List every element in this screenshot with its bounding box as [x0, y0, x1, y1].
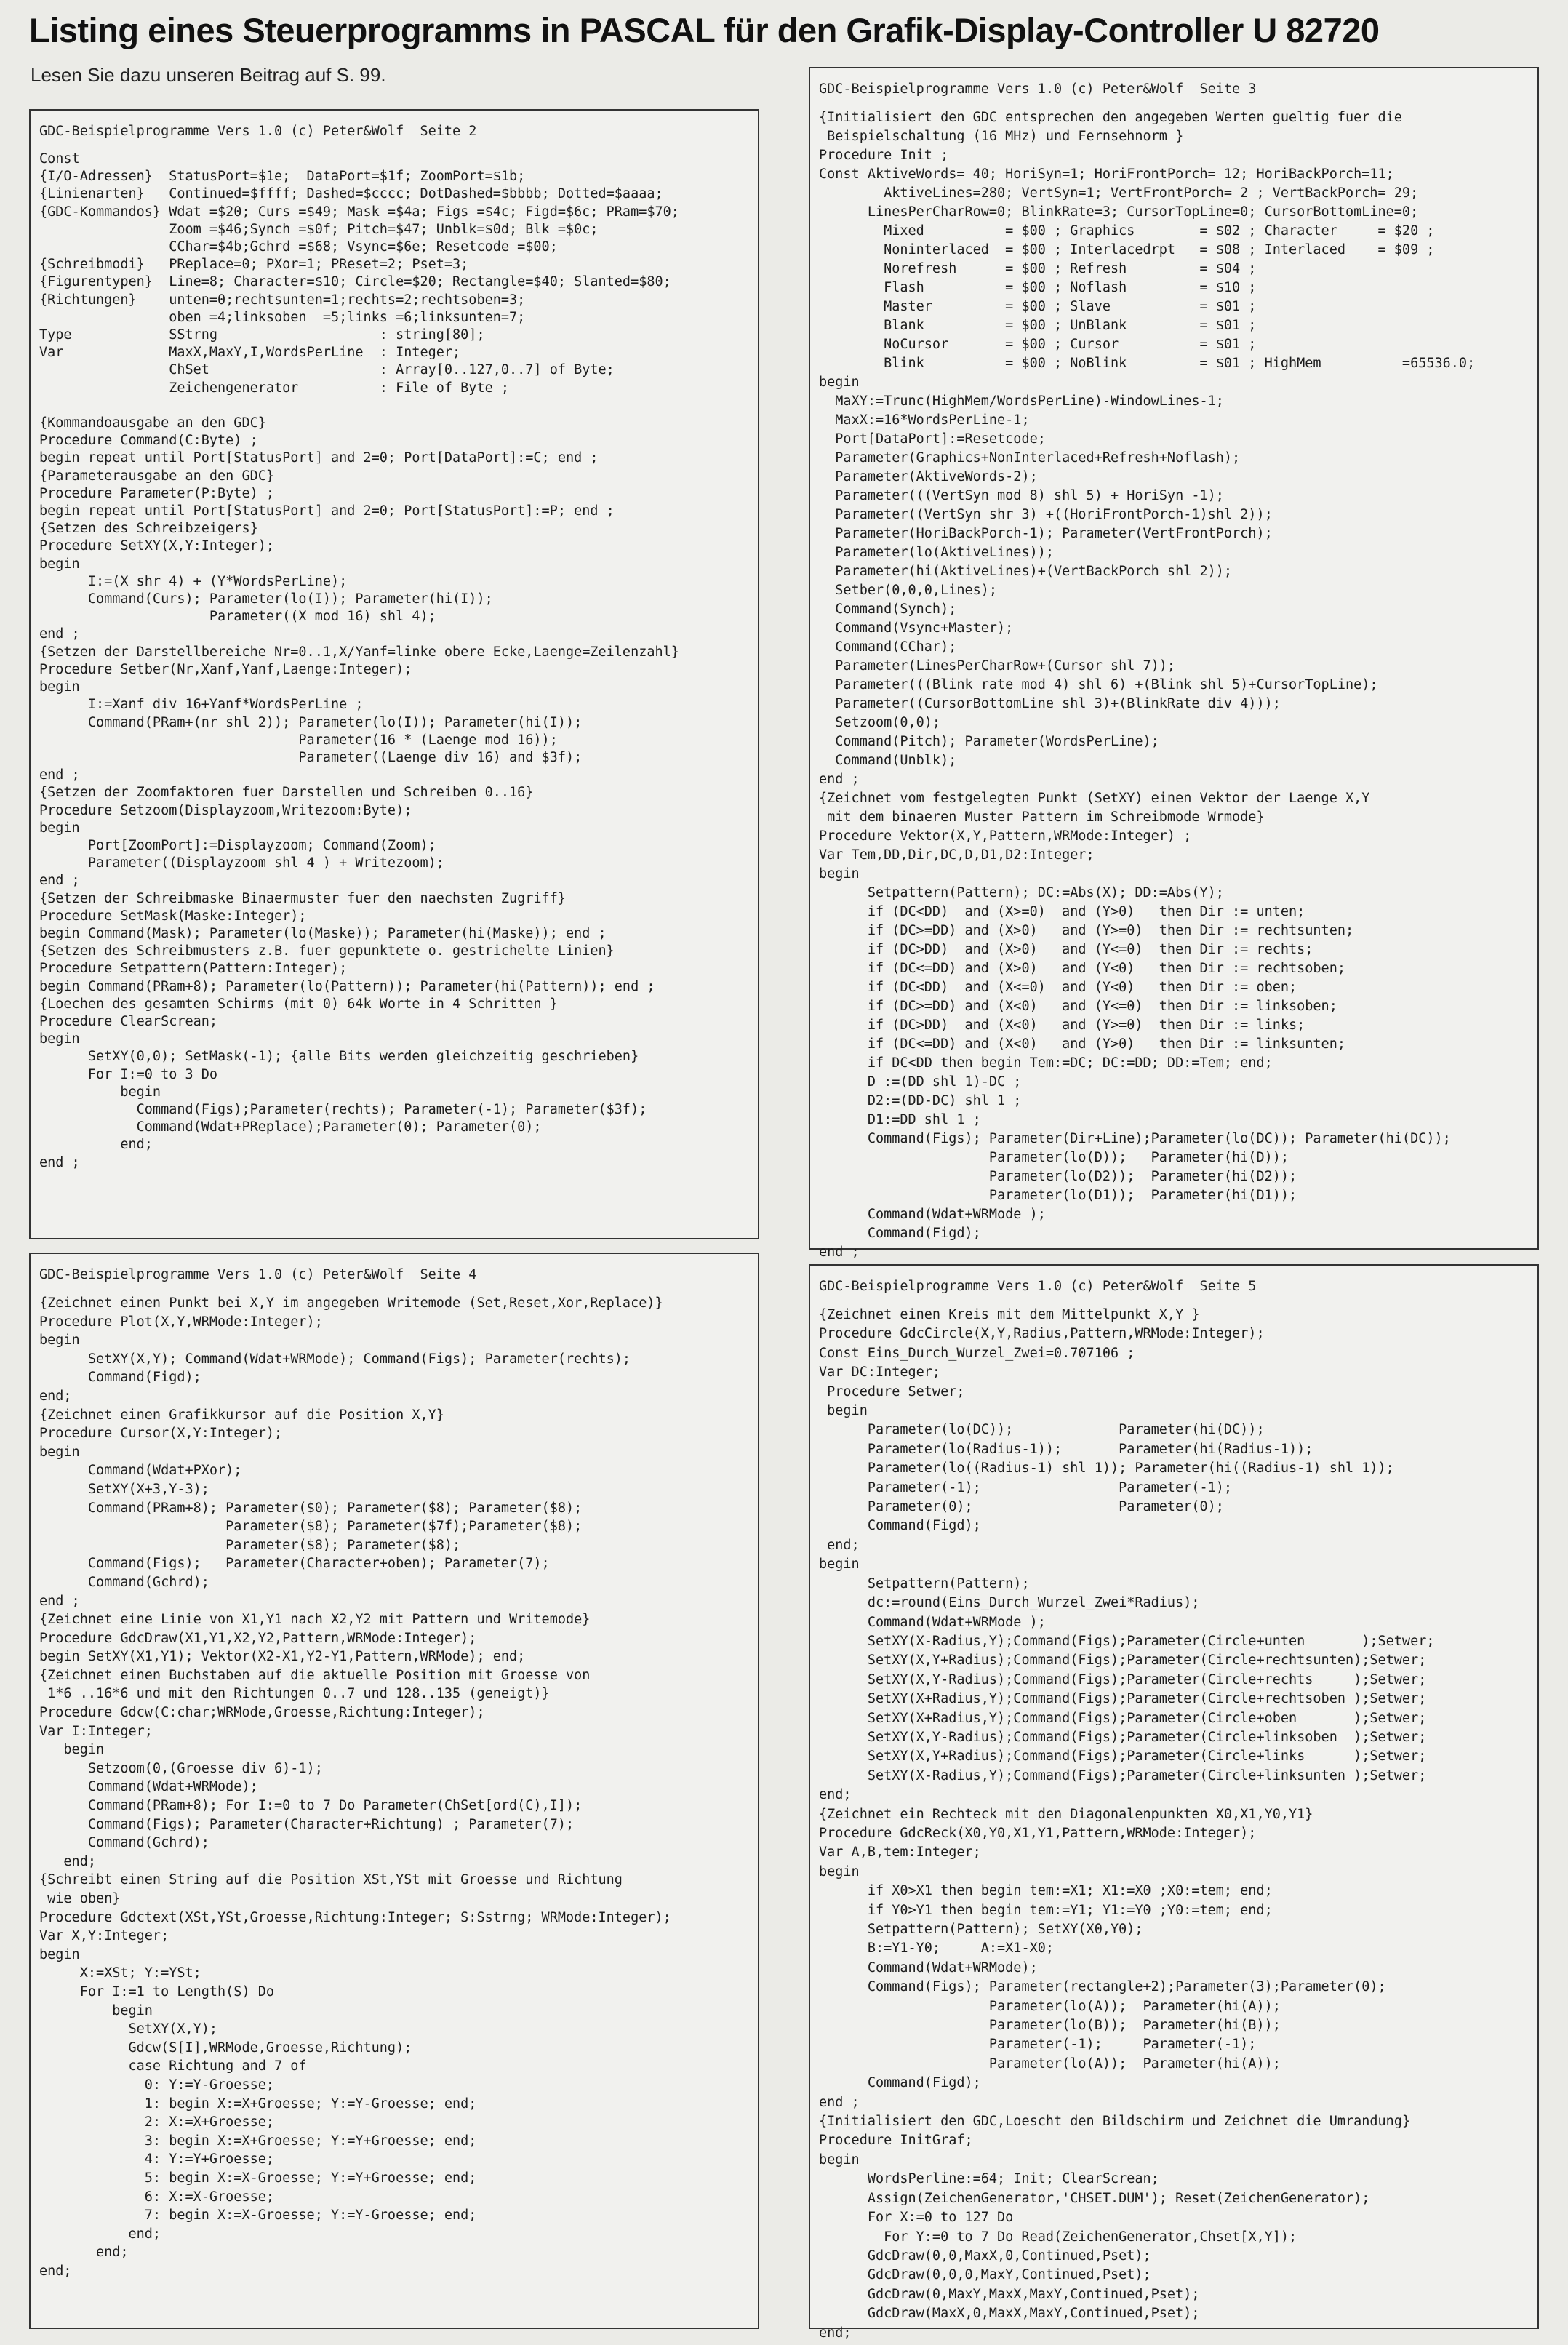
listing-page-4	[29, 1253, 759, 2329]
listing-header: GDC-Beispielprogramme Vers 1.0 (c) Peter&Wolf Seite 3	[819, 81, 1257, 97]
listing-page-5	[809, 1264, 1539, 2341]
listing-header: GDC-Beispielprogramme Vers 1.0 (c) Peter&Wolf Seite 5	[819, 1279, 1257, 1294]
code-listing: {Zeichnet einen Kreis mit dem Mittelpunkt X,Y } Procedure GdcCircle(X,Y,Radius,Pattern,WRMode:Integer); Const Eins_Durch_Wurzel_Zwei=0.707106 ; Var DC:Integer; Procedure Setwer; begin Parameter(lo(DC)); Parameter(hi(DC)); Parameter(lo(Radius-1)); Parameter(hi(Radius-1)); Parameter(lo((Radius-1) shl 1)); Parameter(hi((Radius-1) shl 1)); Parameter(-1); Parameter(-1); Parameter(0); Parameter(0); Command(Figd); end; begin Setpattern(Pattern); dc:=round(Eins_Durch_Wurzel_Zwei*Radius); Command(Wdat+WRMode ); SetXY(X-Radius,Y);Command(Figs);Parameter(Circle+unten );Setwer; SetXY(X,Y+Radius);Command(Figs);Parameter(Circle+rechtsunten);Setwer; SetXY(X,Y-Radius);Command(Figs);Parameter(Circle+rechts );Setwer; SetXY(X+Radius,Y);Command(Figs);Parameter(Circle+rechtsoben );Setwer; SetXY(X+Radius,Y);Command(Figs);Parameter(Circle+oben );Setwer; SetXY(X,Y-Radius);Command(Figs);Parameter(Circle+linksoben );Setwer; SetXY(X,Y+Radius);Command(Figs);Parameter(Circle+links );Setwer; SetXY(X-Radius,Y);Command(Figs);Parameter(Circle+linksunten );Setwer; end; {Zeichnet ein Rechteck mit den Diagonalenpunkten X0,X1,Y0,Y1} Procedure GdcReck(X0,Y0,X1,Y1,Pattern,WRMode:Integer); Var A,B,tem:Integer; begin if X0>X1 then begin tem:=X1; X1:=X0 ;X0:=tem; end; if Y0>Y1 then begin tem:=Y1; Y1:=Y0 ;Y0:=tem; end; Setpattern(Pattern); SetXY(X0,Y0); B:=Y1-Y0; A:=X1-X0; Command(Wdat+WRMode); Command(Figs); Parameter(rectangle+2);Parameter(3);Parameter(0); Parameter(lo(A)); Parameter(hi(A)); Parameter(lo(B)); Parameter(hi(B)); Parameter(-1); Parameter(-1); Parameter(lo(A)); Parameter(hi(A)); Command(Figd); end ; {Initialisiert den GDC,Loescht den Bildschirm und Zeichnet die Umrandung} Procedure InitGraf; begin WordsPerline:=64; Init; ClearScrean; Assign(ZeichenGenerator,'CHSET.DUM'); Reset(ZeichenGenerator); For X:=0 to 127 Do For Y:=0 to 7 Do Read(ZeichenGenerator,Chset[X,Y]); GdcDraw(0,0,MaxX,0,Continued,Pset); GdcDraw(0,0,0,MaxY,Continued,Pset); GdcDraw(0,MaxY,MaxX,MaxY,Continued,Pset); GdcDraw(MaxX,0,MaxX,MaxY,Continued,Pset); end;	[819, 1307, 1435, 2341]
code-listing: {Zeichnet einen Punkt bei X,Y im angegeben Writemode (Set,Reset,Xor,Replace)} Procedure Plot(X,Y,WRMode:Integer); begin SetXY(X,Y); Command(Wdat+WRMode); Command(Figs); Parameter(rechts); Command(Figd); end; {Zeichnet einen Grafikkursor auf die Position X,Y} Procedure Cursor(X,Y:Integer); begin Command(Wdat+PXor); SetXY(X+3,Y-3); Command(PRam+8); Parameter($0); Parameter($8); Parameter($8); Parameter($8); Parameter($7f);Parameter($8); Parameter($8); Parameter($8); Command(Figs); Parameter(Character+oben); Parameter(7); Command(Gchrd); end ; {Zeichnet eine Linie von X1,Y1 nach X2,Y2 mit Pattern und Writemode} Procedure GdcDraw(X1,Y1,X2,Y2,Pattern,WRMode:Integer); begin SetXY(X1,Y1); Vektor(X2-X1,Y2-Y1,Pattern,WRMode); end; {Zeichnet einen Buchstaben auf die aktuelle Position mit Groesse von 1*6 ..16*6 und mit den Richtungen 0..7 und 128..135 (geneigt)} Procedure Gdcw(C:char;WRMode,Groesse,Richtung:Integer); Var I:Integer; begin Setzoom(0,(Groesse div 6)-1); Command(Wdat+WRMode); Command(PRam+8); For I:=0 to 7 Do Parameter(ChSet[ord(C),I]); Command(Figs); Parameter(Character+Richtung) ; Parameter(7); Command(Gchrd); end; {Schreibt einen String auf die Position XSt,YSt mit Groesse und Richtung wie oben} Procedure Gdctext(XSt,YSt,Groesse,Richtung:Integer; S:Sstrng; WRMode:Integer); Var X,Y:Integer; begin X:=XSt; Y:=YSt; For I:=1 to Length(S) Do begin SetXY(X,Y); Gdcw(S[I],WRMode,Groesse,Richtung); case Richtung and 7 of 0: Y:=Y-Groesse; 1: begin X:=X+Groesse; Y:=Y-Groesse; end; 2: X:=X+Groesse; 3: begin X:=X+Groesse; Y:=Y+Groesse; end; 4: Y:=Y+Groesse; 5: begin X:=X-Groesse; Y:=Y+Groesse; end; 6: X:=X-Groesse; 7: begin X:=X-Groesse; Y:=Y-Groesse; end; end; end; end;	[39, 1295, 671, 2279]
listing-header: GDC-Beispielprogramme Vers 1.0 (c) Peter&Wolf Seite 2	[39, 124, 477, 139]
code-listing: Const {I/O-Adressen} StatusPort=$1e; DataPort=$1f; ZoomPort=$1b; {Linienarten} Continued=$ffff; Dashed=$cccc; DotDashed=$bbbb; Dotted=$aaaa; {GDC-Kommandos} Wdat =$20; Curs =$49; Mask =$4a; Figs =$4c; Figd=$6c; PRam=$70; Zoom =$46;Synch =$0f; Pitch=$47; Unblk=$0d; Blk =$0c; CChar=$4b;Gchrd =$68; Vsync=$6e; Resetcode =$00; {Schreibmodi} PReplace=0; PXor=1; PReset=2; Pset=3; {Figurentypen} Line=8; Character=$10; Circle=$20; Rectangle=$40; Slanted=$80; {Richtungen} unten=0;rechtsunten=1;rechts=2;rechtsoben=3; oben =4;linksoben =5;links =6;linksunten=7; Type SStrng : string[80]; Var MaxX,MaxY,I,WordsPerLine : Integer; ChSet : Array[0..127,0..7] of Byte; Zeichengenerator : File of Byte ; {Kommandoausgabe an den GDC} Procedure Command(C:Byte) ; begin repeat until Port[StatusPort] and 2=0; Port[DataPort]:=C; end ; {Parameterausgabe an den GDC} Procedure Parameter(P:Byte) ; begin repeat until Port[StatusPort] and 2=0; Port[StatusPort]:=P; end ; {Setzen des Schreibzeigers} Procedure SetXY(X,Y:Integer); begin I:=(X shr 4) + (Y*WordsPerLine); Command(Curs); Parameter(lo(I)); Parameter(hi(I)); Parameter((X mod 16) shl 4); end ; {Setzen der Darstellbereiche Nr=0..1,X/Yanf=linke obere Ecke,Laenge=Zeilenzahl} Procedure Setber(Nr,Xanf,Yanf,Laenge:Integer); begin I:=Xanf div 16+Yanf*WordsPerLine ; Command(PRam+(nr shl 2)); Parameter(lo(I)); Parameter(hi(I)); Parameter(16 * (Laenge mod 16)); Parameter((Laenge div 16) and $3f); end ; {Setzen der Zoomfaktoren fuer Darstellen und Schreiben 0..16} Procedure Setzoom(Displayzoom,Writezoom:Byte); begin Port[ZoomPort]:=Displayzoom; Command(Zoom); Parameter((Displayzoom shl 4 ) + Writezoom); end ; {Setzen der Schreibmaske Binaermuster fuer den naechsten Zugriff} Procedure SetMask(Maske:Integer); begin Command(Mask); Parameter(lo(Maske)); Parameter(hi(Maske)); end ; {Setzen des Schreibmusters z.B. fuer gepunktete o. gestrichelte Linien} Procedure Setpattern(Pattern:Integer); begin Command(PRam+8); Parameter(lo(Pattern)); Parameter(hi(Pattern)); end ; {Loechen des gesamten Schirms (mit 0) 64k Worte in 4 Schritten } Procedure ClearScrean; begin SetXY(0,0); SetMask(-1); {alle Bits werden gleichzeitig geschrieben} For I:=0 to 3 Do begin Command(Figs);Parameter(rechts); Parameter(-1); Parameter($3f); Command(Wdat+PReplace);Parameter(0); Parameter(0); end; end ;	[39, 151, 679, 1170]
listing-page-2	[29, 109, 759, 1239]
page-subtitle: Lesen Sie dazu unseren Beitrag auf S. 99.	[31, 64, 386, 86]
page-title: Listing eines Steuerprogramms in PASCAL für den Grafik-Display-Controller U 82720	[29, 11, 1380, 49]
code-listing: {Initialisiert den GDC entsprechen den angegeben Werten gueltig fuer die Beispielschaltung (16 MHz) und Fernsehnorm } Procedure Init ; Const AktiveWords= 40; HoriSyn=1; HoriFrontPorch= 12; HoriBackPorch=11; AktiveLines=280; VertSyn=1; VertFrontPorch= 2 ; VertBackPorch= 29; LinesPerCharRow=0; BlinkRate=3; CursorTopLine=0; CursorBottomLine=0; Mixed = $00 ; Graphics = $02 ; Character = $20 ; Noninterlaced = $00 ; Interlacedrpt = $08 ; Interlaced = $09 ; Norefresh = $00 ; Refresh = $04 ; Flash = $00 ; Noflash = $10 ; Master = $00 ; Slave = $01 ; Blank = $00 ; UnBlank = $01 ; NoCursor = $00 ; Cursor = $01 ; Blink = $00 ; NoBlink = $01 ; HighMem =65536.0; begin MaXY:=Trunc(HighMem/WordsPerLine)-WindowLines-1; MaxX:=16*WordsPerLine-1; Port[DataPort]:=Resetcode; Parameter(Graphics+NonInterlaced+Refresh+Noflash); Parameter(AktiveWords-2); Parameter(((VertSyn mod 8) shl 5) + HoriSyn -1); Parameter((VertSyn shr 3) +((HoriFrontPorch-1)shl 2)); Parameter(HoriBackPorch-1); Parameter(VertFrontPorch); Parameter(lo(AktiveLines)); Parameter(hi(AktiveLines)+(VertBackPorch shl 2)); Setber(0,0,0,Lines); Command(Synch); Command(Vsync+Master); Command(CChar); Parameter(LinesPerCharRow+(Cursor shl 7)); Parameter(((Blink rate mod 4) shl 6) +(Blink shl 5)+CursorTopLine); Parameter((CursorBottomLine shl 3)+(BlinkRate div 4))); Setzoom(0,0); Command(Pitch); Parameter(WordsPerLine); Command(Unblk); end ; {Zeichnet vom festgelegten Punkt (SetXY) einen Vektor der Laenge X,Y mit dem binaeren Muster Pattern im Schreibmode Wrmode} Procedure Vektor(X,Y,Pattern,WRMode:Integer) ; Var Tem,DD,Dir,DC,D,D1,D2:Integer; begin Setpattern(Pattern); DC:=Abs(X); DD:=Abs(Y); if (DC<DD) and (X>=0) and (Y>0) then Dir := unten; if (DC>=DD) and (X>0) and (Y>=0) then Dir := rechtsunten; if (DC>DD) and (X>0) and (Y<=0) then Dir := rechts; if (DC<=DD) and (X>0) and (Y<0) then Dir := rechtsoben; if (DC<DD) and (X<=0) and (Y<0) then Dir := oben; if (DC>=DD) and (X<0) and (Y<=0) then Dir := linksoben; if (DC>DD) and (X<0) and (Y>=0) then Dir := links; if (DC<=DD) and (X<0) and (Y>0) then Dir := linksunten; if DC<DD then begin Tem:=DC; DC:=DD; DD:=Tem; end; D :=(DD shl 1)-DC ; D2:=(DD-DC) shl 1 ; D1:=DD shl 1 ; Command(Figs); Parameter(Dir+Line);Parameter(lo(DC)); Parameter(hi(DC)); Parameter(lo(D)); Parameter(hi(D)); Parameter(lo(D2)); Parameter(hi(D2)); Parameter(lo(D1)); Parameter(hi(D1)); Command(Wdat+WRMode ); Command(Figd); end ;	[819, 110, 1476, 1260]
listing-page-3	[809, 67, 1539, 1260]
listing-header: GDC-Beispielprogramme Vers 1.0 (c) Peter&Wolf Seite 4	[39, 1267, 477, 1282]
